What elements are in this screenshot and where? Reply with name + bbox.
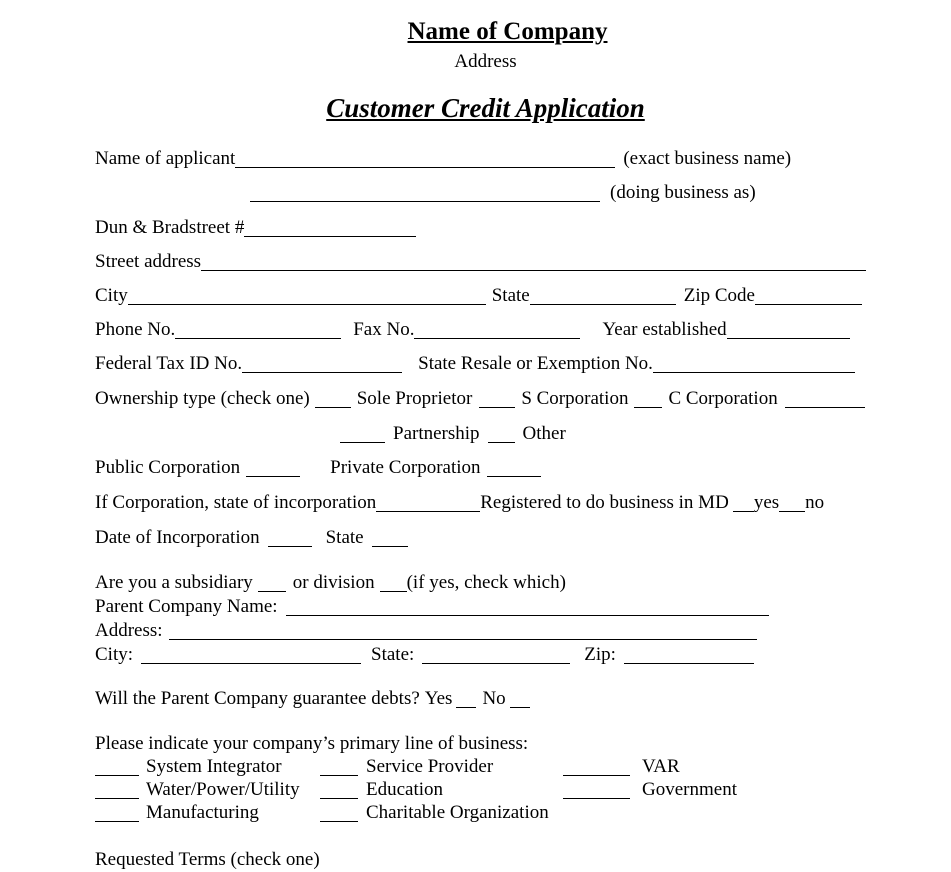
state-of-incorporation-blank[interactable] bbox=[376, 499, 480, 512]
ownership-type-label: Ownership type (check one) bbox=[95, 388, 310, 409]
applicant-row bbox=[95, 148, 791, 170]
subsidiary-label: Are you a subsidiary bbox=[95, 572, 253, 593]
year-established-blank[interactable] bbox=[727, 326, 850, 339]
parent-name-row bbox=[95, 596, 769, 618]
incorporation-date-blank[interactable] bbox=[268, 534, 312, 547]
city-state-zip-row bbox=[95, 285, 862, 307]
system-integrator-check-blank[interactable] bbox=[95, 763, 139, 776]
guarantee-label: Will the Parent Company guarantee debts? bbox=[95, 688, 420, 709]
fax-blank[interactable] bbox=[414, 326, 580, 339]
c-corporation-label: C Corporation bbox=[668, 388, 778, 409]
guarantee-row bbox=[95, 688, 530, 710]
guarantee-no-label: No bbox=[482, 688, 506, 709]
water-power-utility-check-blank[interactable] bbox=[95, 786, 139, 799]
business-options-row-2 bbox=[95, 779, 856, 801]
state-label: State bbox=[491, 285, 530, 306]
parent-address-row bbox=[95, 620, 757, 642]
partnership-other-row bbox=[340, 423, 566, 445]
subsidiary-check-blank[interactable] bbox=[258, 579, 286, 592]
doing-business-as-note: (doing business as) bbox=[610, 182, 756, 203]
phone-blank[interactable] bbox=[175, 326, 341, 339]
federal-tax-id-blank[interactable] bbox=[242, 360, 402, 373]
year-established-label: Year established bbox=[602, 319, 727, 340]
manufacturing-check-blank[interactable] bbox=[95, 809, 139, 822]
education-label: Education bbox=[366, 779, 444, 800]
incorporation-date-label: Date of Incorporation bbox=[95, 527, 260, 548]
parent-address-label: Address: bbox=[95, 620, 163, 641]
street-address-blank[interactable] bbox=[201, 258, 866, 271]
guarantee-no-blank[interactable] bbox=[510, 695, 530, 708]
service-provider-label: Service Provider bbox=[366, 756, 494, 777]
other-label: Other bbox=[522, 423, 566, 444]
dnb-number-blank[interactable] bbox=[244, 224, 416, 237]
guarantee-yes-label: Yes bbox=[424, 688, 453, 709]
company-name-heading bbox=[0, 16, 951, 47]
parent-address-blank[interactable] bbox=[169, 627, 757, 640]
phone-label: Phone No. bbox=[95, 319, 176, 340]
var-label: VAR bbox=[642, 756, 680, 777]
registered-md-yes-label: yes bbox=[753, 492, 780, 513]
business-options-row-3 bbox=[95, 802, 549, 824]
business-line-heading-row bbox=[95, 733, 528, 755]
incorporation-state-blank[interactable] bbox=[372, 534, 408, 547]
parent-state-label: State: bbox=[371, 644, 415, 665]
partnership-label: Partnership bbox=[393, 423, 480, 444]
state-blank[interactable] bbox=[530, 292, 676, 305]
ownership-trailing-check-blank[interactable] bbox=[785, 395, 865, 408]
exact-business-name-note: (exact business name) bbox=[623, 148, 792, 169]
business-line-label: Please indicate your company’s primary line of business: bbox=[95, 733, 529, 754]
sole-proprietor-label: Sole Proprietor bbox=[356, 388, 473, 409]
street-address-label: Street address bbox=[95, 251, 202, 272]
s-corporation-check-blank[interactable] bbox=[479, 395, 515, 408]
dnb-label: Dun & Bradstreet # bbox=[95, 217, 245, 238]
parent-city-blank[interactable] bbox=[141, 651, 361, 664]
company-name-text: Name of Company bbox=[407, 18, 608, 45]
sole-proprietor-check-blank[interactable] bbox=[315, 395, 351, 408]
form-title-text: Customer Credit Application bbox=[326, 93, 645, 123]
system-integrator-label: System Integrator bbox=[146, 756, 282, 777]
incorporation-state-label: State bbox=[325, 527, 364, 548]
registered-md-label: Registered to do business in MD bbox=[480, 492, 729, 513]
private-corporation-label: Private Corporation bbox=[330, 457, 481, 478]
subsidiary-note: (if yes, check which) bbox=[406, 572, 566, 593]
private-corporation-blank[interactable] bbox=[487, 464, 541, 477]
c-corporation-check-blank[interactable] bbox=[634, 395, 662, 408]
city-label: City bbox=[95, 285, 128, 306]
parent-zip-blank[interactable] bbox=[624, 651, 754, 664]
business-options-row-1 bbox=[95, 756, 856, 778]
requested-terms-row bbox=[95, 849, 320, 871]
education-check-blank[interactable] bbox=[320, 786, 358, 799]
ownership-type-row bbox=[95, 388, 865, 410]
parent-city-label: City: bbox=[95, 644, 134, 665]
incorporation-row bbox=[95, 492, 824, 514]
division-check-blank[interactable] bbox=[380, 579, 407, 592]
dnb-row bbox=[95, 217, 416, 239]
public-corporation-label: Public Corporation bbox=[95, 457, 241, 478]
company-address-heading bbox=[0, 50, 951, 73]
other-check-blank[interactable] bbox=[488, 430, 515, 443]
incorporation-date-row bbox=[95, 527, 408, 549]
charitable-organization-label: Charitable Organization bbox=[366, 802, 549, 823]
dba-row bbox=[250, 182, 756, 204]
parent-company-name-blank[interactable] bbox=[286, 603, 769, 616]
phone-fax-year-row bbox=[95, 319, 850, 341]
registered-md-yes-blank[interactable] bbox=[733, 499, 754, 512]
parent-name-label: Parent Company Name: bbox=[95, 596, 278, 617]
state-of-incorporation-label: If Corporation, state of incorporation bbox=[95, 492, 377, 513]
registered-md-no-label: no bbox=[805, 492, 825, 513]
street-address-row bbox=[95, 251, 866, 273]
zip-code-label: Zip Code bbox=[683, 285, 755, 306]
guarantee-yes-blank[interactable] bbox=[456, 695, 476, 708]
partnership-check-blank[interactable] bbox=[340, 430, 385, 443]
government-check-blank[interactable] bbox=[563, 786, 630, 799]
applicant-label: Name of applicant bbox=[95, 148, 236, 169]
parent-city-state-zip-row bbox=[95, 644, 754, 666]
requested-terms-label: Requested Terms (check one) bbox=[95, 849, 320, 870]
service-provider-check-blank[interactable] bbox=[320, 763, 358, 776]
s-corporation-label: S Corporation bbox=[521, 388, 629, 409]
var-check-blank[interactable] bbox=[563, 763, 630, 776]
zip-code-blank[interactable] bbox=[755, 292, 862, 305]
state-resale-label: State Resale or Exemption No. bbox=[418, 353, 653, 374]
form-title-heading bbox=[0, 92, 951, 125]
federal-tax-id-label: Federal Tax ID No. bbox=[95, 353, 243, 374]
subsidiary-row bbox=[95, 572, 566, 594]
charitable-organization-check-blank[interactable] bbox=[320, 809, 358, 822]
public-corporation-blank[interactable] bbox=[246, 464, 300, 477]
company-address-text: Address bbox=[454, 51, 517, 72]
government-label: Government bbox=[642, 779, 737, 800]
applicant-name-blank[interactable] bbox=[235, 155, 615, 168]
parent-zip-label: Zip: bbox=[584, 644, 616, 665]
manufacturing-label: Manufacturing bbox=[146, 802, 259, 823]
dba-blank[interactable] bbox=[250, 189, 600, 202]
state-resale-blank[interactable] bbox=[653, 360, 855, 373]
division-label: or division bbox=[292, 572, 375, 593]
tax-id-row bbox=[95, 353, 855, 375]
parent-state-blank[interactable] bbox=[422, 651, 570, 664]
corporation-type-row bbox=[95, 457, 541, 479]
registered-md-no-blank[interactable] bbox=[779, 499, 805, 512]
fax-label: Fax No. bbox=[353, 319, 415, 340]
water-power-utility-label: Water/Power/Utility bbox=[146, 779, 300, 800]
city-blank[interactable] bbox=[128, 292, 486, 305]
